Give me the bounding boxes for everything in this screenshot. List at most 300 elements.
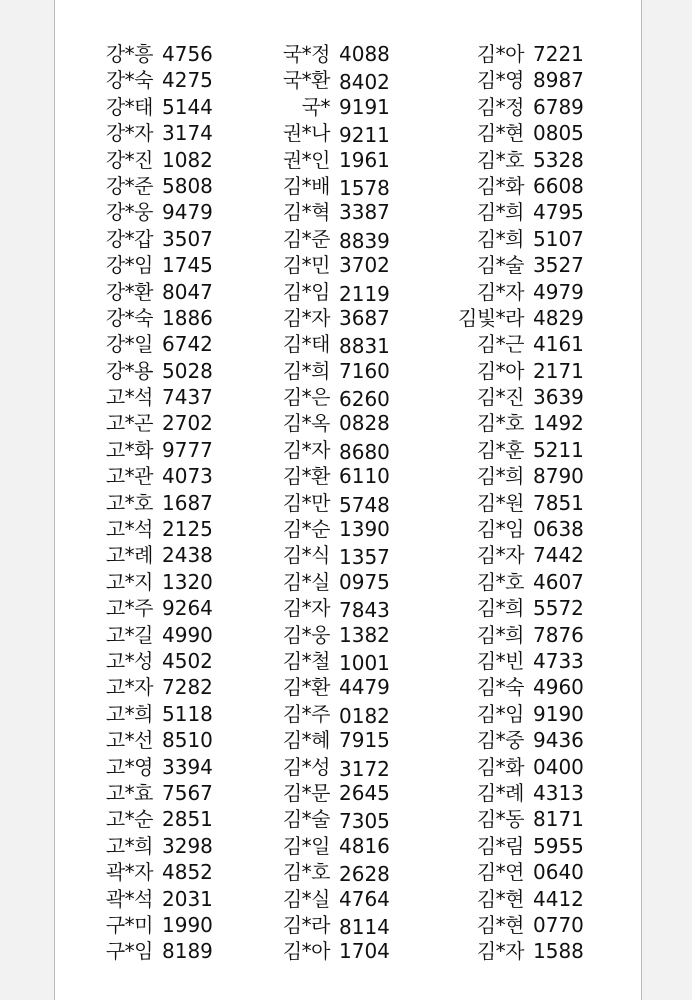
entry-name: 김*임 bbox=[476, 517, 524, 542]
entry-code: 3172 bbox=[339, 756, 390, 781]
entry-code: 3174 bbox=[162, 121, 213, 146]
entry-name: 고*석 bbox=[105, 385, 153, 410]
entry-code: 4161 bbox=[533, 332, 584, 357]
entry-name: 김*아 bbox=[476, 42, 524, 66]
entry-name: 김*철 bbox=[282, 648, 330, 673]
entry-name: 김*아 bbox=[476, 358, 524, 383]
entry-name: 고*길 bbox=[105, 622, 153, 647]
entry-name: 김*실 bbox=[282, 886, 330, 911]
entry-code: 0828 bbox=[339, 411, 390, 436]
list-item bbox=[274, 94, 390, 120]
entry-code: 4829 bbox=[533, 305, 584, 330]
list-item bbox=[97, 727, 213, 753]
list-item bbox=[97, 886, 213, 912]
list-item bbox=[454, 595, 584, 621]
list-item bbox=[97, 569, 213, 595]
entry-code: 4088 bbox=[339, 42, 390, 66]
list-item bbox=[97, 410, 213, 436]
list-item bbox=[454, 252, 584, 278]
entry-name: 김*임 bbox=[476, 701, 524, 726]
list-item bbox=[97, 252, 213, 278]
entry-name: 김*웅 bbox=[282, 622, 330, 647]
entry-name: 곽*석 bbox=[105, 886, 153, 911]
entry-name: 김*희 bbox=[476, 464, 524, 489]
entry-code: 6260 bbox=[339, 387, 390, 412]
entry-code: 2851 bbox=[162, 807, 213, 832]
entry-code: 8171 bbox=[533, 807, 584, 832]
entry-code: 4764 bbox=[339, 886, 390, 911]
list-item bbox=[274, 226, 390, 252]
entry-name: 김*화 bbox=[476, 754, 524, 779]
list-item bbox=[97, 437, 213, 463]
entry-code: 7437 bbox=[162, 385, 213, 410]
entry-name: 김*호 bbox=[476, 411, 524, 436]
entry-code: 9191 bbox=[339, 94, 390, 119]
list-item bbox=[97, 859, 213, 885]
entry-name: 고*효 bbox=[105, 780, 153, 805]
entry-name: 고*곤 bbox=[105, 411, 153, 436]
entry-code: 9190 bbox=[533, 701, 584, 726]
entry-name: 김*만 bbox=[282, 490, 330, 515]
entry-code: 8510 bbox=[162, 728, 213, 753]
list-item bbox=[97, 516, 213, 542]
entry-name: 김*술 bbox=[476, 253, 524, 278]
list-item bbox=[454, 780, 584, 806]
entry-code: 4733 bbox=[533, 648, 584, 673]
entry-code: 1704 bbox=[339, 939, 390, 964]
entry-name: 김*진 bbox=[476, 385, 524, 410]
entry-code: 4756 bbox=[162, 42, 213, 66]
entry-name: 강*준 bbox=[105, 173, 153, 198]
entry-code: 9264 bbox=[162, 596, 213, 621]
list-item bbox=[97, 780, 213, 806]
entry-code: 1390 bbox=[339, 517, 390, 542]
entry-name: 김*현 bbox=[476, 121, 524, 146]
entry-code: 8047 bbox=[162, 279, 213, 304]
entry-name: 김*희 bbox=[476, 200, 524, 225]
entry-code: 5028 bbox=[162, 358, 213, 383]
entry-code: 2438 bbox=[162, 543, 213, 568]
list-item bbox=[97, 147, 213, 173]
entry-name: 김*옥 bbox=[282, 411, 330, 436]
entry-name: 고*영 bbox=[105, 754, 153, 779]
entry-name: 강*진 bbox=[105, 147, 153, 172]
list-item bbox=[97, 463, 213, 489]
document-page bbox=[54, 0, 642, 1000]
entry-code: 1961 bbox=[339, 147, 390, 172]
entry-name: 김*환 bbox=[282, 675, 330, 700]
entry-code: 4990 bbox=[162, 622, 213, 647]
entry-name: 강*환 bbox=[105, 279, 153, 304]
entry-name: 김빛*라 bbox=[458, 305, 524, 330]
entry-code: 5328 bbox=[533, 147, 584, 172]
entry-code: 8831 bbox=[339, 334, 390, 359]
entry-name: 김*자 bbox=[282, 437, 330, 462]
list-item bbox=[454, 147, 584, 173]
entry-code: 1745 bbox=[162, 253, 213, 278]
list-item bbox=[97, 938, 213, 964]
entry-code: 4960 bbox=[533, 675, 584, 700]
list-item bbox=[97, 331, 213, 357]
list-item bbox=[454, 516, 584, 542]
entry-code: 1578 bbox=[339, 175, 390, 200]
entry-name: 고*례 bbox=[105, 543, 153, 568]
entry-name: 김*일 bbox=[282, 833, 330, 858]
entry-name: 고*희 bbox=[105, 833, 153, 858]
entry-code: 4412 bbox=[533, 886, 584, 911]
list-item bbox=[97, 305, 213, 331]
list-item bbox=[274, 886, 390, 912]
list-item bbox=[97, 173, 213, 199]
entry-name: 국*환 bbox=[282, 68, 330, 93]
list-item bbox=[97, 833, 213, 859]
entry-code: 7160 bbox=[339, 358, 390, 383]
entry-code: 8189 bbox=[162, 939, 213, 964]
entry-code: 5748 bbox=[339, 492, 390, 517]
list-item bbox=[454, 912, 584, 938]
entry-code: 5572 bbox=[533, 596, 584, 621]
entry-name: 강*웅 bbox=[105, 200, 153, 225]
entry-code: 3527 bbox=[533, 253, 584, 278]
entry-code: 3387 bbox=[339, 200, 390, 225]
entry-name: 김*은 bbox=[282, 385, 330, 410]
list-item bbox=[274, 674, 390, 700]
entry-code: 8402 bbox=[339, 70, 390, 95]
list-item bbox=[454, 542, 584, 568]
list-item bbox=[454, 199, 584, 225]
entry-code: 4816 bbox=[339, 833, 390, 858]
list-item bbox=[454, 67, 584, 93]
entry-name: 김*실 bbox=[282, 569, 330, 594]
entry-code: 3687 bbox=[339, 305, 390, 330]
entry-code: 1886 bbox=[162, 305, 213, 330]
entry-name: 고*관 bbox=[105, 464, 153, 489]
entry-name: 김*빈 bbox=[476, 648, 524, 673]
list-item bbox=[97, 806, 213, 832]
entry-name: 고*성 bbox=[105, 648, 153, 673]
name-column-2 bbox=[274, 41, 390, 965]
entry-code: 7843 bbox=[339, 598, 390, 623]
entry-name: 김*라 bbox=[282, 912, 330, 937]
entry-code: 3507 bbox=[162, 226, 213, 251]
list-item bbox=[454, 622, 584, 648]
entry-code: 2628 bbox=[339, 862, 390, 887]
list-item bbox=[454, 648, 584, 674]
list-item bbox=[454, 806, 584, 832]
entry-code: 1382 bbox=[339, 622, 390, 647]
entry-code: 0182 bbox=[339, 703, 390, 728]
entry-name: 김*훈 bbox=[476, 437, 524, 462]
entry-name: 김*혁 bbox=[282, 200, 330, 225]
list-item bbox=[274, 331, 390, 357]
list-item bbox=[274, 912, 390, 938]
entry-code: 9777 bbox=[162, 437, 213, 462]
list-item bbox=[274, 806, 390, 832]
list-item bbox=[97, 754, 213, 780]
entry-code: 1588 bbox=[533, 939, 584, 964]
list-item bbox=[97, 701, 213, 727]
entry-code: 6742 bbox=[162, 332, 213, 357]
entry-name: 김*자 bbox=[476, 543, 524, 568]
list-item bbox=[97, 674, 213, 700]
list-item bbox=[274, 701, 390, 727]
entry-code: 4795 bbox=[533, 200, 584, 225]
name-column-1 bbox=[97, 41, 213, 965]
list-item bbox=[454, 701, 584, 727]
entry-code: 2645 bbox=[339, 780, 390, 805]
list-item bbox=[274, 199, 390, 225]
list-item bbox=[97, 226, 213, 252]
list-item bbox=[274, 41, 390, 67]
list-item bbox=[274, 173, 390, 199]
entry-code: 8680 bbox=[339, 439, 390, 464]
entry-name: 김*주 bbox=[282, 701, 330, 726]
entry-code: 2031 bbox=[162, 886, 213, 911]
entry-code: 9479 bbox=[162, 200, 213, 225]
entry-name: 김*순 bbox=[282, 517, 330, 542]
list-item bbox=[454, 120, 584, 146]
list-item bbox=[274, 490, 390, 516]
entry-code: 3394 bbox=[162, 754, 213, 779]
list-item bbox=[274, 279, 390, 305]
entry-code: 0640 bbox=[533, 860, 584, 885]
entry-code: 4979 bbox=[533, 279, 584, 304]
entry-name: 곽*자 bbox=[105, 860, 153, 885]
entry-name: 고*호 bbox=[105, 490, 153, 515]
entry-code: 2125 bbox=[162, 517, 213, 542]
entry-name: 김*혜 bbox=[282, 728, 330, 753]
entry-code: 4313 bbox=[533, 780, 584, 805]
entry-name: 김*동 bbox=[476, 807, 524, 832]
list-item bbox=[454, 331, 584, 357]
entry-code: 1357 bbox=[339, 545, 390, 570]
entry-name: 김*민 bbox=[282, 253, 330, 278]
entry-code: 8790 bbox=[533, 464, 584, 489]
entry-name: 국*정 bbox=[282, 42, 330, 66]
entry-code: 0638 bbox=[533, 517, 584, 542]
entry-name: 김*례 bbox=[476, 780, 524, 805]
list-item bbox=[274, 463, 390, 489]
entry-code: 1082 bbox=[162, 147, 213, 172]
list-item bbox=[97, 358, 213, 384]
entry-name: 김*호 bbox=[282, 860, 330, 885]
entry-code: 7442 bbox=[533, 543, 584, 568]
list-item bbox=[454, 94, 584, 120]
entry-code: 8114 bbox=[339, 914, 390, 939]
entry-code: 3639 bbox=[533, 385, 584, 410]
list-item bbox=[454, 41, 584, 67]
list-item bbox=[274, 648, 390, 674]
entry-code: 0805 bbox=[533, 121, 584, 146]
entry-name: 김*희 bbox=[476, 622, 524, 647]
entry-code: 1320 bbox=[162, 569, 213, 594]
entry-code: 4852 bbox=[162, 860, 213, 885]
entry-name: 국* bbox=[301, 94, 330, 119]
entry-code: 4502 bbox=[162, 648, 213, 673]
entry-name: 고*희 bbox=[105, 701, 153, 726]
list-item bbox=[454, 463, 584, 489]
entry-name: 김*희 bbox=[282, 358, 330, 383]
entry-name: 김*자 bbox=[282, 305, 330, 330]
entry-code: 6789 bbox=[533, 94, 584, 119]
list-item bbox=[274, 384, 390, 410]
entry-code: 5107 bbox=[533, 226, 584, 251]
entry-name: 고*지 bbox=[105, 569, 153, 594]
entry-name: 김*근 bbox=[476, 332, 524, 357]
list-item bbox=[97, 490, 213, 516]
name-column-3 bbox=[454, 41, 584, 965]
entry-code: 0400 bbox=[533, 754, 584, 779]
list-item bbox=[274, 780, 390, 806]
entry-code: 5118 bbox=[162, 701, 213, 726]
entry-name: 구*임 bbox=[105, 939, 153, 964]
list-item bbox=[97, 542, 213, 568]
list-item bbox=[274, 833, 390, 859]
list-item bbox=[274, 516, 390, 542]
list-item bbox=[97, 67, 213, 93]
entry-name: 김*술 bbox=[282, 807, 330, 832]
entry-code: 0770 bbox=[533, 912, 584, 937]
entry-code: 5211 bbox=[533, 437, 584, 462]
entry-name: 김*현 bbox=[476, 912, 524, 937]
entry-code: 7282 bbox=[162, 675, 213, 700]
entry-code: 1492 bbox=[533, 411, 584, 436]
list-item bbox=[454, 384, 584, 410]
entry-name: 고*석 bbox=[105, 517, 153, 542]
entry-name: 김*식 bbox=[282, 543, 330, 568]
entry-name: 고*자 bbox=[105, 675, 153, 700]
list-item bbox=[454, 674, 584, 700]
entry-name: 강*태 bbox=[105, 94, 153, 119]
entry-code: 4275 bbox=[162, 68, 213, 93]
entry-name: 고*순 bbox=[105, 807, 153, 832]
entry-name: 강*용 bbox=[105, 358, 153, 383]
list-item bbox=[454, 305, 584, 331]
list-item bbox=[274, 622, 390, 648]
entry-code: 7567 bbox=[162, 780, 213, 805]
entry-name: 고*주 bbox=[105, 596, 153, 621]
list-item bbox=[274, 252, 390, 278]
entry-name: 김*숙 bbox=[476, 675, 524, 700]
entry-name: 김*희 bbox=[476, 596, 524, 621]
entry-name: 김*문 bbox=[282, 780, 330, 805]
list-item bbox=[454, 226, 584, 252]
list-item bbox=[274, 859, 390, 885]
entry-name: 김*현 bbox=[476, 886, 524, 911]
entry-name: 김*화 bbox=[476, 173, 524, 198]
list-item bbox=[454, 437, 584, 463]
list-item bbox=[454, 173, 584, 199]
entry-name: 권*나 bbox=[282, 121, 330, 146]
entry-name: 김*호 bbox=[476, 569, 524, 594]
list-item bbox=[454, 410, 584, 436]
list-item bbox=[97, 648, 213, 674]
entry-code: 5955 bbox=[533, 833, 584, 858]
entry-name: 강*갑 bbox=[105, 226, 153, 251]
list-item bbox=[274, 938, 390, 964]
list-item bbox=[274, 595, 390, 621]
entry-code: 7876 bbox=[533, 622, 584, 647]
entry-name: 김*희 bbox=[476, 226, 524, 251]
list-item bbox=[454, 358, 584, 384]
list-item bbox=[454, 727, 584, 753]
entry-name: 김*자 bbox=[282, 596, 330, 621]
list-item bbox=[274, 437, 390, 463]
entry-name: 강*일 bbox=[105, 332, 153, 357]
list-item bbox=[97, 94, 213, 120]
entry-code: 4073 bbox=[162, 464, 213, 489]
entry-code: 3298 bbox=[162, 833, 213, 858]
entry-code: 5808 bbox=[162, 173, 213, 198]
list-item bbox=[274, 358, 390, 384]
entry-code: 7851 bbox=[533, 490, 584, 515]
list-item bbox=[97, 912, 213, 938]
entry-name: 김*정 bbox=[476, 94, 524, 119]
list-item bbox=[274, 754, 390, 780]
entry-name: 구*미 bbox=[105, 912, 153, 937]
entry-name: 고*화 bbox=[105, 437, 153, 462]
list-item bbox=[274, 305, 390, 331]
entry-code: 6608 bbox=[533, 173, 584, 198]
entry-name: 김*태 bbox=[282, 332, 330, 357]
entry-name: 김*림 bbox=[476, 833, 524, 858]
entry-code: 1001 bbox=[339, 650, 390, 675]
entry-code: 6110 bbox=[339, 464, 390, 489]
entry-name: 강*임 bbox=[105, 253, 153, 278]
entry-name: 김*배 bbox=[282, 173, 330, 198]
entry-code: 1687 bbox=[162, 490, 213, 515]
entry-name: 김*아 bbox=[282, 939, 330, 964]
entry-code: 2702 bbox=[162, 411, 213, 436]
entry-code: 8839 bbox=[339, 228, 390, 253]
entry-code: 9211 bbox=[339, 123, 390, 148]
list-item bbox=[97, 595, 213, 621]
list-item bbox=[274, 67, 390, 93]
list-item bbox=[97, 279, 213, 305]
list-item bbox=[454, 833, 584, 859]
entry-name: 김*자 bbox=[476, 279, 524, 304]
entry-name: 김*영 bbox=[476, 68, 524, 93]
entry-name: 권*인 bbox=[282, 147, 330, 172]
entry-name: 김*호 bbox=[476, 147, 524, 172]
entry-name: 김*자 bbox=[476, 939, 524, 964]
entry-code: 2171 bbox=[533, 358, 584, 383]
entry-code: 2119 bbox=[339, 281, 390, 306]
entry-name: 김*연 bbox=[476, 860, 524, 885]
entry-name: 김*원 bbox=[476, 490, 524, 515]
entry-name: 강*자 bbox=[105, 121, 153, 146]
entry-code: 7305 bbox=[339, 809, 390, 834]
list-item bbox=[454, 859, 584, 885]
list-item bbox=[97, 41, 213, 67]
list-item bbox=[454, 569, 584, 595]
entry-code: 1990 bbox=[162, 912, 213, 937]
list-item bbox=[97, 622, 213, 648]
list-item bbox=[454, 938, 584, 964]
list-item bbox=[274, 410, 390, 436]
entry-code: 8987 bbox=[533, 68, 584, 93]
list-item bbox=[97, 384, 213, 410]
list-item bbox=[274, 542, 390, 568]
entry-name: 김*임 bbox=[282, 279, 330, 304]
entry-name: 김*중 bbox=[476, 728, 524, 753]
entry-code: 0975 bbox=[339, 569, 390, 594]
list-item bbox=[274, 147, 390, 173]
entry-code: 7221 bbox=[533, 42, 584, 66]
list-item bbox=[454, 754, 584, 780]
list-item bbox=[454, 490, 584, 516]
entry-name: 강*숙 bbox=[105, 68, 153, 93]
